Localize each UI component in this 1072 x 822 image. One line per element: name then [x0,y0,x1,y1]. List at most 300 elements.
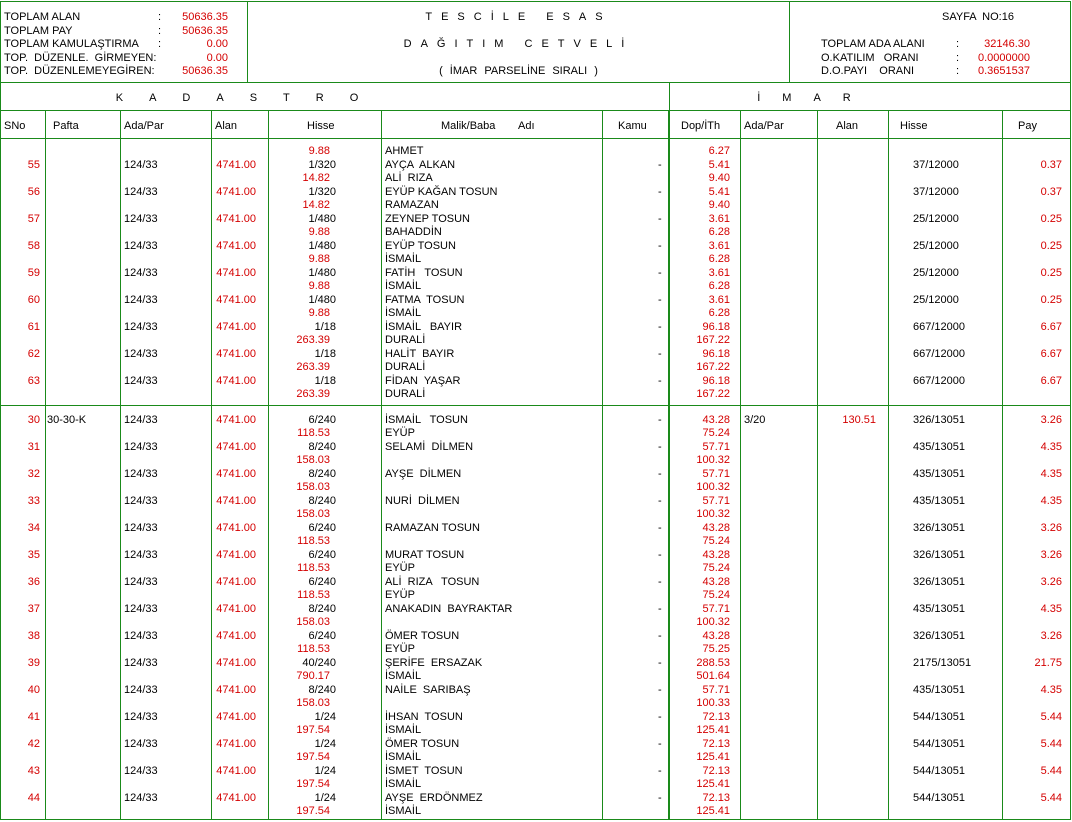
row-malik: İSMET TOSUN [385,765,463,777]
column-line [817,110,818,820]
row-sno: 41 [27,711,40,723]
row-alan: 4741.00 [216,294,256,306]
row-hisse-value: 197.54 [296,751,330,763]
row-malik: İHSAN TOSUN [385,711,463,723]
row-dop-value: 6.28 [708,280,730,292]
row-malik: FİDAN YAŞAR [385,375,461,387]
row-imar-hisse: 326/13051 [913,630,965,642]
row-dop: 72.13 [702,792,730,804]
row-malik: EYÜP TOSUN [385,240,456,252]
row-hisse-value: 197.54 [296,724,330,736]
row-imar-hisse: 326/13051 [913,414,965,426]
summary-label: TOPLAM PAY [4,24,73,37]
row-hisse-value: 118.53 [297,589,330,601]
row-alan: 4741.00 [216,603,256,615]
row-adapar: 124/33 [124,159,158,171]
row-hisse: 40/240 [302,657,336,669]
row-malik: FATİH TOSUN [385,267,463,279]
row-dop-value: 6.28 [708,253,730,265]
summary-label: TOPLAM KAMULAŞTIRMA [4,38,139,50]
row-hisse-value: 263.39 [296,388,330,400]
row-malik: AYÇA ALKAN [385,159,456,171]
row-baba: DURALİ [385,388,426,400]
row-imar-hisse: 435/13051 [913,441,965,453]
row-imar-hisse: 544/13051 [913,738,965,750]
row-dop: 5.41 [708,186,730,198]
row-alan: 4741.00 [216,711,256,723]
row-sno: 58 [27,240,40,252]
row-malik: FATMA TOSUN [385,294,465,306]
colhead-line [0,138,1071,139]
row-malik: ÖMER TOSUN [385,630,460,642]
row-adapar: 124/33 [124,603,158,615]
summary-colon: : [158,24,162,37]
row-hisse-value: 263.39 [296,334,330,346]
row-kamu: - [658,765,662,777]
row-kamu: - [658,711,662,723]
row-alan: 4741.00 [216,159,256,171]
summary-colon: : [158,11,162,23]
row-pafta: 30-30-K [47,414,87,426]
row-hisse-value: 118.53 [297,427,330,439]
row-malik: AYŞE ERDÖNMEZ [385,792,483,804]
header-divider-2 [789,1,790,83]
row-hisse-value: 790.17 [296,670,330,682]
row-sno: 31 [27,441,40,453]
row-pay: 5.44 [1040,711,1062,723]
row-dop-value: 125.41 [696,724,730,736]
row-baba: İSMAİL [385,724,422,736]
summary-colon: : [158,38,162,50]
row-hisse: 1/320 [308,159,336,171]
row-dop: 57.71 [702,441,730,453]
row-adapar: 124/33 [124,441,158,453]
frame-right [1070,1,1071,820]
column-line [381,110,382,820]
hisse-value: 9.88 [308,145,330,157]
column-line [668,110,669,820]
row-pay: 4.35 [1040,468,1062,480]
row-kamu: - [658,522,662,534]
column-line [602,110,603,820]
frame-top [0,1,1071,2]
row-sno: 33 [27,495,40,507]
row-imar-hisse: 544/13051 [913,792,965,804]
row-kamu: - [658,240,662,252]
row-baba: İSMAİL [385,253,422,265]
row-pay: 21.75 [1034,657,1062,669]
row-kamu: - [658,294,662,306]
row-adapar: 124/33 [124,375,158,387]
row-dop-value: 6.28 [708,226,730,238]
row-baba: EYÜP [385,589,415,601]
row-pay: 0.25 [1040,240,1062,252]
row-alan: 4741.00 [216,657,256,669]
row-pay: 3.26 [1040,630,1062,642]
row-sno: 62 [27,348,40,360]
row-hisse: 1/24 [314,792,336,804]
row-adapar: 124/33 [124,522,158,534]
row-dop: 288.53 [696,657,730,669]
summary-value: 50636.35 [182,65,228,77]
ratio-value: 32146.30 [984,38,1030,50]
row-sno: 59 [27,267,40,279]
row-dop-value: 9.40 [708,172,730,184]
row-hisse: 8/240 [308,495,336,507]
row-dop: 3.61 [708,267,730,279]
row-kamu: - [658,159,662,171]
page-number: SAYFA NO:16 [942,11,1014,23]
row-adapar: 124/33 [124,765,158,777]
row-malik: NAİLE SARIBAŞ [385,684,471,696]
row-dop-value: 6.28 [708,307,730,319]
ratio-label: O.KATILIM ORANI [821,51,919,64]
row-dop-value: 100.32 [696,454,730,466]
row-dop: 96.18 [702,321,730,333]
column-line [120,110,121,820]
section-imar: İMAR [757,92,873,104]
row-dop-value: 125.41 [696,778,730,790]
row-dop: 57.71 [702,603,730,615]
row-baba: İSMAİL [385,280,422,292]
row-dop: 43.28 [702,414,730,426]
row-adapar: 124/33 [124,738,158,750]
row-kamu: - [658,267,662,279]
row-imar-hisse: 435/13051 [913,468,965,480]
ratio-value: 0.3651537 [978,65,1030,77]
title-dagitim-cetveli: DAĞITIM CETVELİ [403,38,634,50]
col-adi: Adı [518,120,535,132]
col-dopith: Dop/İTh [681,120,721,132]
row-dop-value: 75.24 [702,535,730,547]
row-hisse: 1/24 [314,765,336,777]
row-adapar: 124/33 [124,267,158,279]
row-sno: 61 [27,321,40,333]
block-separator [0,405,1071,406]
row-hisse: 6/240 [308,549,336,561]
section-line [0,110,1071,111]
row-baba: İSMAİL [385,778,422,790]
row-adapar: 124/33 [124,468,158,480]
row-adapar: 124/33 [124,684,158,696]
row-kamu: - [658,657,662,669]
row-pay: 4.35 [1040,495,1062,507]
ratio-colon: : [956,38,960,50]
col-alan: Alan [215,120,238,132]
section-kadastro: KADASTRO [115,92,385,104]
summary-value: 0.00 [206,38,228,50]
row-hisse-value: 158.03 [296,616,330,628]
row-baba: İSMAİL [385,751,422,763]
row-imar-hisse: 544/13051 [913,765,965,777]
row-sno: 38 [27,630,40,642]
row-kamu: - [658,603,662,615]
row-baba: RAMAZAN [385,199,439,211]
row-imar-hisse: 37/12000 [913,186,959,198]
row-imar-hisse: 2175/13051 [913,657,972,669]
row-baba: EYÜP [385,562,415,574]
row-baba: EYÜP [385,427,415,439]
row-dop: 5.41 [708,159,730,171]
row-dop: 43.28 [702,549,730,561]
row-alan: 4741.00 [216,375,256,387]
row-alan: 4741.00 [216,792,256,804]
row-hisse: 6/240 [308,414,336,426]
ratio-colon: : [956,65,960,77]
row-hisse-value: 263.39 [296,361,330,373]
row-alan: 4741.00 [216,321,256,333]
title-imar-parseline-sirali: ( İMAR PARSELİNE SIRALI ) [439,65,598,77]
row-sno: 40 [27,684,40,696]
row-alan: 4741.00 [216,576,256,588]
row-kamu: - [658,348,662,360]
row-pay: 3.26 [1040,549,1062,561]
row-malik: İSMAİL TOSUN [385,414,468,426]
row-sno: 42 [27,738,40,750]
row-alan: 4741.00 [216,522,256,534]
row-dop: 3.61 [708,294,730,306]
row-dop: 72.13 [702,711,730,723]
row-dop: 57.71 [702,468,730,480]
row-alan: 4741.00 [216,738,256,750]
row-dop-value: 125.41 [696,805,730,817]
ratio-label: D.O.PAYI ORANI [821,65,915,77]
row-dop: 57.71 [702,495,730,507]
row-hisse: 6/240 [308,522,336,534]
row-hisse-value: 118.53 [297,643,330,655]
row-hisse-value: 197.54 [296,778,330,790]
row-dop: 3.61 [708,213,730,225]
row-hisse: 8/240 [308,684,336,696]
row-imar-hisse: 667/12000 [913,321,965,333]
row-malik: RAMAZAN TOSUN [385,522,480,534]
row-sno: 35 [27,549,40,561]
column-line [740,110,741,820]
row-dop: 43.28 [702,522,730,534]
row-imar-hisse: 25/12000 [913,213,959,225]
row-hisse-value: 9.88 [308,226,330,238]
row-pay: 3.26 [1040,522,1062,534]
row-kamu: - [658,375,662,387]
row-adapar: 124/33 [124,348,158,360]
row-alan: 4741.00 [216,468,256,480]
row-malik: ÖMER TOSUN [385,738,460,750]
row-hisse: 8/240 [308,468,336,480]
row-kamu: - [658,213,662,225]
row-hisse-value: 158.03 [296,481,330,493]
col-imar-adapar: Ada/Par [744,120,784,132]
row-hisse-value: 9.88 [308,307,330,319]
row-sno: 37 [27,603,40,615]
col-pay: Pay [1018,120,1037,132]
ratio-label: TOPLAM ADA ALANI [821,38,925,50]
row-malik: İSMAİL BAYIR [385,321,463,333]
row-dop-value: 125.41 [696,751,730,763]
row-adapar: 124/33 [124,321,158,333]
row-alan: 4741.00 [216,213,256,225]
row-adapar: 124/33 [124,414,158,426]
row-sno: 44 [27,792,40,804]
row-sno: 34 [27,522,40,534]
row-imar-hisse: 25/12000 [913,294,959,306]
row-dop: 72.13 [702,765,730,777]
row-dop-value: 100.32 [696,616,730,628]
row-imar-hisse: 25/12000 [913,240,959,252]
row-pay: 5.44 [1040,738,1062,750]
row-kamu: - [658,792,662,804]
row-imar-hisse: 435/13051 [913,495,965,507]
summary-label: TOP. DÜZENLE. GİRMEYEN: [4,51,157,64]
row-dop: 57.71 [702,684,730,696]
row-imar-hisse: 326/13051 [913,549,965,561]
row-sno: 56 [27,186,40,198]
column-line [45,110,46,820]
row-pay: 0.25 [1040,213,1062,225]
row-hisse: 6/240 [308,630,336,642]
row-adapar: 124/33 [124,576,158,588]
row-alan: 4741.00 [216,630,256,642]
row-imar-hisse: 326/13051 [913,522,965,534]
row-kamu: - [658,495,662,507]
row-imar-hisse: 25/12000 [913,267,959,279]
row-dop-value: 167.22 [696,334,730,346]
row-kamu: - [658,738,662,750]
row-baba: DURALİ [385,361,426,373]
row-hisse: 1/480 [308,294,336,306]
row-dop-value: 167.22 [696,361,730,373]
row-malik: ANAKADIN BAYRAKTAR [385,603,513,615]
row-dop-value: 100.32 [696,481,730,493]
row-adapar: 124/33 [124,186,158,198]
row-imar-hisse: 544/13051 [913,711,965,723]
row-baba: İSMAİL [385,805,422,817]
frame-bottom [0,819,1071,820]
row-alan: 4741.00 [216,765,256,777]
row-sno: 60 [27,294,40,306]
row-hisse: 1/480 [308,240,336,252]
row-hisse-value: 197.54 [296,805,330,817]
row-imar-hisse: 667/12000 [913,348,965,360]
row-alan: 4741.00 [216,348,256,360]
row-kamu: - [658,186,662,198]
row-alan: 4741.00 [216,267,256,279]
row-imar-hisse: 667/12000 [913,375,965,387]
row-sno: 63 [27,375,40,387]
title-tescile-esas: TESCİLE ESAS [425,11,612,23]
row-dop: 3.61 [708,240,730,252]
frame-left [0,1,1,820]
row-hisse: 1/320 [308,186,336,198]
row-sno: 55 [27,159,40,171]
row-pay: 6.67 [1040,375,1062,387]
row-malik: AYŞE DİLMEN [385,468,462,480]
row-adapar: 124/33 [124,711,158,723]
row-alan: 4741.00 [216,240,256,252]
row-imar-hisse: 37/12000 [913,159,959,171]
row-dop-value: 75.24 [702,562,730,574]
row-hisse: 1/18 [314,375,336,387]
row-dop-value: 75.24 [702,589,730,601]
row-dop-value: 9.40 [708,199,730,211]
row-sno: 36 [27,576,40,588]
row-pay: 4.35 [1040,684,1062,696]
summary-value: 0.00 [206,51,228,64]
row-baba: İSMAİL [385,670,422,682]
row-alan: 4741.00 [216,495,256,507]
row-sno: 43 [27,765,40,777]
row-imar-hisse: 326/13051 [913,576,965,588]
row-dop: 72.13 [702,738,730,750]
summary-label: TOP. DÜZENLEMEYEGİREN: [4,65,155,77]
row-dop-value: 100.32 [696,508,730,520]
row-pay: 0.25 [1040,294,1062,306]
row-adapar: 124/33 [124,630,158,642]
col-hisse: Hisse [307,120,335,132]
row-alan: 4741.00 [216,414,256,426]
row-dop: 96.18 [702,348,730,360]
row-kamu: - [658,468,662,480]
row-pay: 3.26 [1040,414,1062,426]
row-alan: 4741.00 [216,186,256,198]
row-dop-value: 75.25 [702,643,730,655]
row-pay: 4.35 [1040,603,1062,615]
col-imar-hisse: Hisse [900,120,928,132]
row-hisse-value: 118.53 [297,535,330,547]
row-hisse-value: 158.03 [296,454,330,466]
row-dop: 43.28 [702,630,730,642]
row-hisse-value: 158.03 [296,508,330,520]
row-imar-adapar: 3/20 [744,414,766,426]
row-alan: 4741.00 [216,684,256,696]
row-hisse: 1/18 [314,321,336,333]
row-malik: SELAMİ DİLMEN [385,441,474,453]
summary-label: TOPLAM ALAN [4,11,81,23]
row-dop-value: 167.22 [696,388,730,400]
row-pay: 0.37 [1040,159,1062,171]
row-kamu: - [658,441,662,453]
row-adapar: 124/33 [124,213,158,225]
row-adapar: 124/33 [124,240,158,252]
col-sno: SNo [4,120,26,132]
row-hisse: 6/240 [308,576,336,588]
row-dop-value: 75.24 [702,427,730,439]
row-hisse-value: 14.82 [302,172,330,184]
row-kamu: - [658,549,662,561]
summary-value: 50636.35 [182,11,228,23]
col-malik: Malik/Baba [441,120,496,132]
row-imar-hisse: 435/13051 [913,603,965,615]
row-hisse-value: 118.53 [297,562,330,574]
row-kamu: - [658,576,662,588]
row-pay: 3.26 [1040,576,1062,588]
row-hisse: 1/24 [314,711,336,723]
row-hisse-value: 158.03 [296,697,330,709]
row-pay: 0.37 [1040,186,1062,198]
summary-value: 50636.35 [182,24,228,37]
row-adapar: 124/33 [124,495,158,507]
row-sno: 32 [27,468,40,480]
row-dop: 96.18 [702,375,730,387]
col-kamu: Kamu [618,120,647,132]
row-malik: NURİ DİLMEN [385,495,460,507]
row-hisse-value: 14.82 [302,199,330,211]
row-pay: 5.44 [1040,765,1062,777]
row-hisse: 1/480 [308,213,336,225]
row-pay: 0.25 [1040,267,1062,279]
row-malik: ALİ RIZA TOSUN [385,576,480,588]
row-dop-value: 501.64 [696,670,730,682]
row-sno: 57 [27,213,40,225]
